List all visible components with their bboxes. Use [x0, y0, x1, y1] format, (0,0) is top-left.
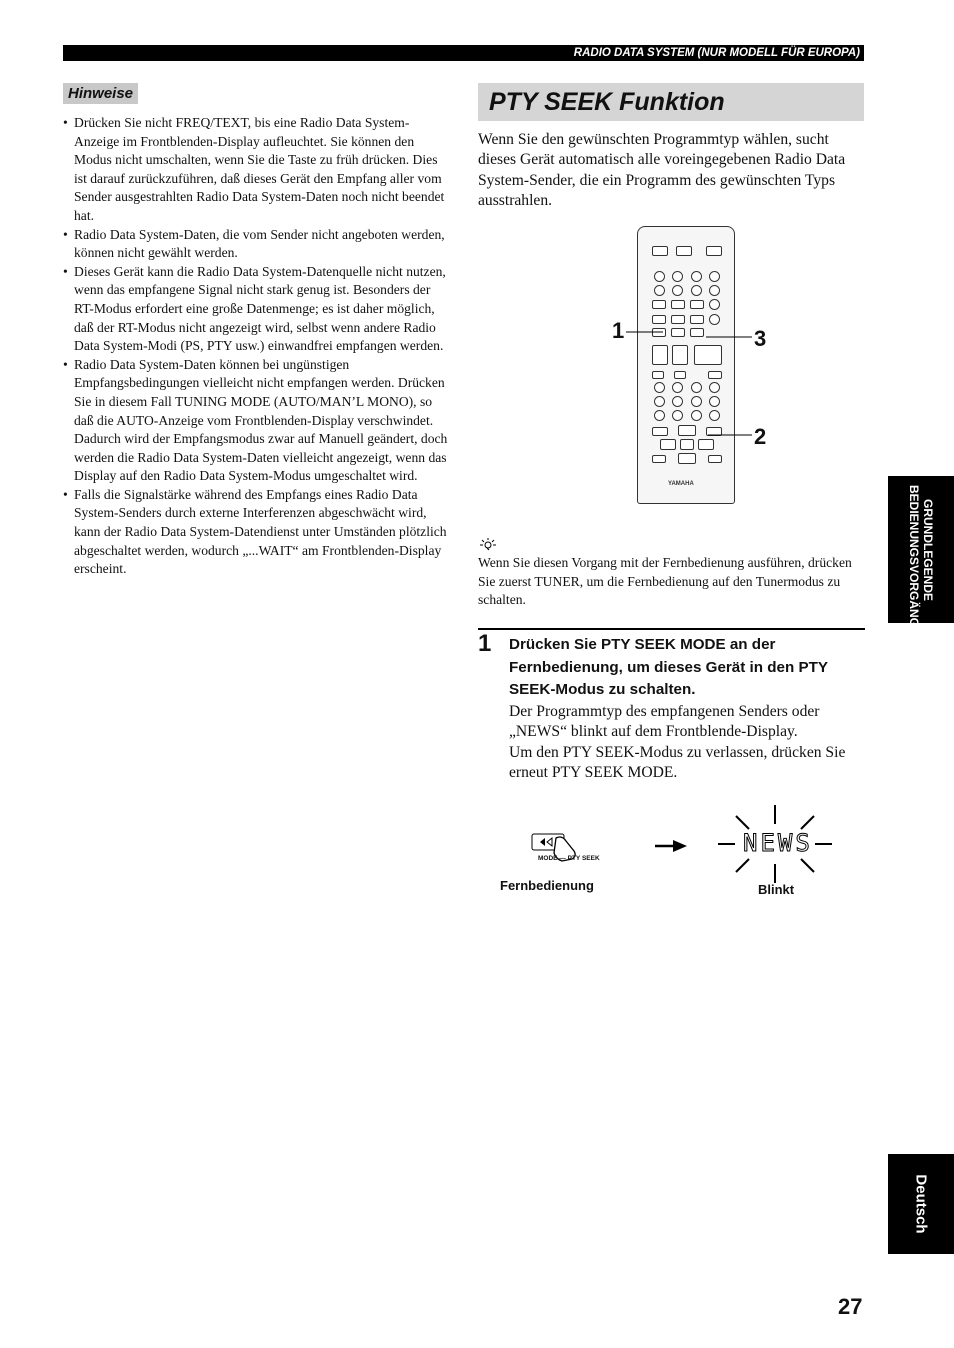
callout-number: 3 — [754, 326, 767, 351]
page-number: 27 — [838, 1294, 863, 1319]
side-tab-section — [888, 476, 954, 635]
caption-blinks: Blinkt — [758, 882, 795, 897]
tip-text: Wenn Sie diesen Vorgang mit der Fernbedienung ausführen, drücken Sie zuerst TUNER, um die Fernbedienung auf den Tunermodus zu schalten. — [478, 555, 852, 608]
page-title: PTY SEEK Funktion — [478, 83, 864, 121]
step-body — [509, 702, 869, 784]
notes-list — [63, 114, 453, 579]
section-header: RADIO DATA SYSTEM (NUR MODELL FÜR EUROPA) — [63, 45, 864, 61]
list-item: • Radio Data System-Daten, die vom Sender nicht angeboten werden, können nicht gewählt werden. — [63, 226, 453, 263]
callout-lines — [610, 315, 770, 445]
notes-title: Hinweise — [63, 83, 138, 104]
callout-number: 2 — [754, 424, 767, 449]
list-item: • Drücken Sie nicht FREQ/TEXT, bis eine Radio Data System-Anzeige im Frontblenden-Display aufleuchtet. Sie können den Modus nicht umschalten, wenn Sie die Taste zu früh drücken. Dies ist darauf zurückzuführen, daß dieses Gerät den Empfang aller vom Sender ausgestrahlten Radio Data System-Daten noch nicht beendet hat. — [63, 114, 453, 226]
step-divider — [478, 628, 865, 630]
arrow-right-icon — [655, 838, 687, 854]
side-tab-language-label: Deutsch — [912, 1174, 930, 1234]
list-item: • Radio Data System-Daten können bei ungünstigen Empfangsbedingungen vielleicht nicht empfangen werden. Drücken Sie in diesem Fall TUNING MODE (AUTO/MAN’L MONO), so daß die AUTO-Anzeige vom Frontblenden-Display verschwindet. Dadurch wird der Empfangsmodus zwar auf Manuell geändert, doch werden die Radio Data System-Daten vielleicht angezeigt, wenn das Display auf den Radio Data System-Modus umgeschaltet wird. — [63, 356, 453, 486]
button-label: MODE — PTY SEEK — [538, 855, 600, 862]
step-number: 1 — [478, 630, 492, 657]
step-body-text: Der Programmtyp des empfangenen Senders oder „NEWS“ blinkt auf dem Frontblende-Display. — [509, 703, 820, 741]
side-tab-language — [888, 1154, 954, 1254]
list-item: • Falls die Signalstärke während des Empfangs eines Radio Data System-Senders durch externe Interferenzen abgeschwächt wird, kann der Radio Data System-Datendienst unter Umständen plötzlich abgeschaltet werden, wodurch „...WAIT“ am Frontblenden-Display erscheint. — [63, 486, 453, 579]
side-tab-section-label: GRUNDLEGENDE BEDIENUNGSVORGÄNGE — [907, 484, 935, 635]
step-body-text: Um den PTY SEEK-Modus zu verlassen, drücken Sie erneut PTY SEEK MODE. — [509, 743, 846, 782]
callout-number: 1 — [612, 318, 625, 343]
news-display-text: NEWS — [743, 829, 813, 857]
list-item: • Dieses Gerät kann die Radio Data System-Datenquelle nicht nutzen, wenn das empfangene Signal nicht stark genug ist. Besonders der RT-Modus erfordert eine große Datenmenge; es ist daher möglich, daß der RT-Modus nicht angezeigt wird, selbst wenn andere Radio Data System-Modi (PS, PTY usw.) einwandfrei empfangen werden. — [63, 263, 453, 356]
caption-remote: Fernbedienung — [500, 878, 594, 893]
tip-lightbulb-icon — [478, 537, 496, 551]
remote-brand: YAMAHA — [668, 481, 694, 487]
intro-text: Wenn Sie den gewünschten Programmtyp wählen, sucht dieses Gerät automatisch alle voreingegebenen Radio Data System-Sender, die ein Programm des gewünschten Typs ausstrahlen. — [478, 131, 846, 210]
step-heading: Drücken Sie PTY SEEK MODE an der Fernbedienung, um dieses Gerät in den PTY SEEK-Modus zu schalten. — [509, 636, 828, 698]
